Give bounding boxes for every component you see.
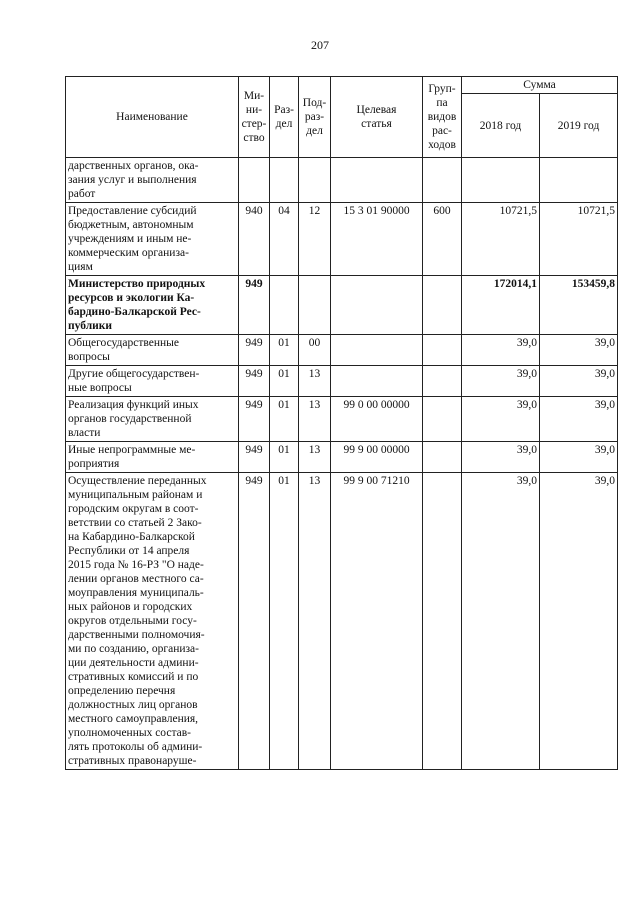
row-group [423, 397, 462, 442]
row-ministry [239, 158, 270, 203]
row-sum-2018: 39,0 [462, 335, 540, 366]
table-row [66, 158, 618, 203]
header-sum: Сумма [462, 77, 618, 94]
row-group [423, 276, 462, 335]
row-sum-2018: 39,0 [462, 366, 540, 397]
header-expense-group: Груп- па видов рас- ходов [423, 77, 462, 158]
row-subsection: 13 [299, 473, 331, 770]
table-row [66, 473, 618, 770]
row-sum-2018: 39,0 [462, 473, 540, 770]
row-section [270, 158, 299, 203]
row-section: 01 [270, 442, 299, 473]
row-subsection: 00 [299, 335, 331, 366]
table-row [66, 203, 618, 276]
header-section: Раз- дел [270, 77, 299, 158]
row-name: Другие общегосударствен- ные вопросы [66, 366, 239, 397]
header-name: Наименование [66, 77, 239, 158]
row-ministry: 949 [239, 366, 270, 397]
row-section: 04 [270, 203, 299, 276]
row-sum-2019: 39,0 [540, 442, 618, 473]
row-sum-2019: 39,0 [540, 366, 618, 397]
row-target: 15 3 01 90000 [331, 203, 423, 276]
table-row [66, 276, 618, 335]
header-year-2019: 2019 год [540, 94, 618, 158]
table-row [66, 397, 618, 442]
row-sum-2018: 39,0 [462, 442, 540, 473]
row-name: Реализация функций иных органов государственной власти [66, 397, 239, 442]
table-row [66, 366, 618, 397]
header-target: Целевая статья [331, 77, 423, 158]
table-row [66, 335, 618, 366]
row-section: 01 [270, 397, 299, 442]
row-ministry: 940 [239, 203, 270, 276]
row-subsection: 13 [299, 397, 331, 442]
table-row [66, 442, 618, 473]
header-ministry: Ми- ни- стер- ство [239, 77, 270, 158]
header-year-2018: 2018 год [462, 94, 540, 158]
row-ministry: 949 [239, 397, 270, 442]
row-sum-2019: 10721,5 [540, 203, 618, 276]
row-sum-2019 [540, 158, 618, 203]
row-group [423, 442, 462, 473]
row-section [270, 276, 299, 335]
budget-table [65, 76, 618, 770]
row-subsection: 13 [299, 442, 331, 473]
row-subsection: 12 [299, 203, 331, 276]
row-name: Министерство природных ресурсов и экологии Ка- бардино-Балкарской Рес- публики [66, 276, 239, 335]
row-sum-2018 [462, 158, 540, 203]
row-group [423, 158, 462, 203]
row-name: Иные непрограммные ме- роприятия [66, 442, 239, 473]
row-group: 600 [423, 203, 462, 276]
row-section: 01 [270, 473, 299, 770]
row-name: Общегосударственные вопросы [66, 335, 239, 366]
row-sum-2019: 39,0 [540, 397, 618, 442]
row-ministry: 949 [239, 442, 270, 473]
row-name: Предоставление субсидий бюджетным, автономным учреждениям и иным не- коммерческим организа- циям [66, 203, 239, 276]
row-sum-2018: 172014,1 [462, 276, 540, 335]
row-subsection [299, 158, 331, 203]
row-name: дарственных органов, ока- зания услуг и выполнения работ [66, 158, 239, 203]
row-section: 01 [270, 366, 299, 397]
row-target [331, 276, 423, 335]
row-sum-2018: 39,0 [462, 397, 540, 442]
row-target: 99 9 00 00000 [331, 442, 423, 473]
row-section: 01 [270, 335, 299, 366]
row-ministry: 949 [239, 276, 270, 335]
row-subsection [299, 276, 331, 335]
row-name: Осуществление переданных муниципальным районам и городским округам в соот- ветствии со статьей 2 Зако- на Кабардино-Балкарской Республики от 14 апреля 2015 года № 16-РЗ "О наде- лении органов местного са- моуправления муниципаль- ных районов и городских округов отдельными госу- дарственными полномочия- ми по созданию, организа- ции деятельности админи- стративных комиссий и по определению перечня должностных лиц органов местного самоуправления, уполномоченных состав- лять протоколы об админи- стративных правонаруше- [66, 473, 239, 770]
row-sum-2019: 39,0 [540, 335, 618, 366]
row-group [423, 335, 462, 366]
row-target: 99 9 00 71210 [331, 473, 423, 770]
row-target [331, 335, 423, 366]
row-sum-2018: 10721,5 [462, 203, 540, 276]
row-sum-2019: 153459,8 [540, 276, 618, 335]
row-group [423, 473, 462, 770]
page-number: 207 [311, 38, 329, 52]
row-target [331, 158, 423, 203]
row-target: 99 0 00 00000 [331, 397, 423, 442]
row-group [423, 366, 462, 397]
row-sum-2019: 39,0 [540, 473, 618, 770]
row-target [331, 366, 423, 397]
row-ministry: 949 [239, 335, 270, 366]
header-subsection: Под- раз- дел [299, 77, 331, 158]
row-subsection: 13 [299, 366, 331, 397]
row-ministry: 949 [239, 473, 270, 770]
